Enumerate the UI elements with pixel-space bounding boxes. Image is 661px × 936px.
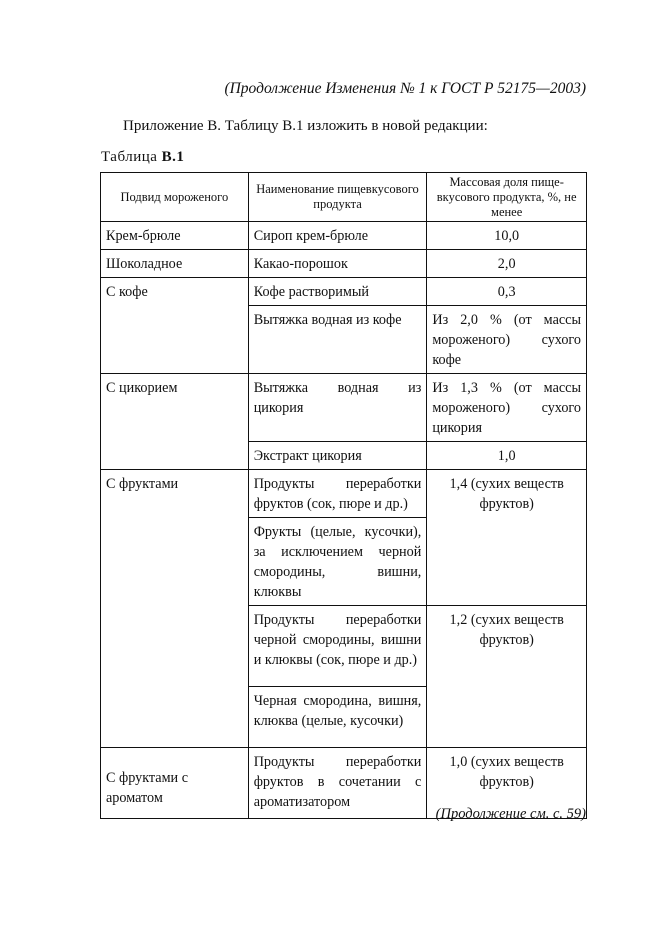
table-row — [101, 470, 587, 518]
cell-share: 10,0 — [427, 222, 587, 250]
cell-share: 2,0 — [427, 250, 587, 278]
cell-product: Кофе растворимый — [248, 278, 427, 306]
cell-product: Вытяжка водная из цикория — [248, 374, 427, 442]
table-row — [101, 250, 587, 278]
table-header-row — [101, 173, 587, 222]
header-product: Наименование пищевкусового продукта — [248, 173, 427, 222]
table-caption — [101, 149, 184, 166]
header-share: Массовая доля пищевкусового продукта, %, не менее — [427, 173, 587, 222]
cell-product: Экстракт цикория — [248, 442, 427, 470]
cell-share: 1,4 (сухих веществ фруктов) — [427, 470, 587, 606]
continuation-footer: (Продолжение см. с. 59) — [435, 806, 586, 822]
cell-share: Из 1,3 % (от массы мороженого) сухого цикория — [427, 374, 587, 442]
header-kind: Подвид мороженого — [101, 173, 249, 222]
table-row — [101, 222, 587, 250]
caption-prefix: Таблица — [101, 149, 162, 165]
cell-share: 1,2 (сухих веществ фруктов) — [427, 606, 587, 748]
cell-share: 1,0 — [427, 442, 587, 470]
cell-kind: Крем-брюле — [101, 222, 249, 250]
cell-share: Из 2,0 % (от массы мороженого) сухого кофе — [427, 306, 587, 374]
cell-product: Сироп крем-брюле — [248, 222, 427, 250]
intro-text: Приложение В. Таблицу В.1 изложить в новой редакции: — [123, 118, 488, 134]
cell-product: Продукты переработки фруктов в сочетании с ароматизатором — [248, 748, 427, 819]
cell-product: Фрукты (целые, кусочки), за исключением черной смородины, вишни, клюквы — [248, 518, 427, 606]
caption-number: В.1 — [161, 149, 185, 165]
cell-product: Продукты переработки черной смородины, вишни и клюквы (сок, пюре и др.) — [248, 606, 427, 687]
table-row — [101, 374, 587, 442]
cell-kind: С цикорием — [101, 374, 249, 470]
cell-product: Какао-порошок — [248, 250, 427, 278]
cell-kind: С кофе — [101, 278, 249, 374]
cell-kind: Шоколадное — [101, 250, 249, 278]
table-row — [101, 278, 587, 306]
cell-share: 1,0 (сухих веществ фруктов) — [427, 748, 587, 819]
cell-kind: С фруктами — [101, 470, 249, 748]
cell-product: Вытяжка водная из кофе — [248, 306, 427, 374]
cell-product: Черная смородина, вишня, клюква (целые, кусочки) — [248, 687, 427, 748]
cell-share: 0,3 — [427, 278, 587, 306]
cell-kind: С фруктами с ароматом — [101, 748, 249, 819]
continuation-header: (Продолжение Изменения № 1 к ГОСТ Р 52175—2003) — [224, 80, 586, 97]
table-b1 — [100, 172, 587, 819]
cell-product: Продукты переработки фруктов (сок, пюре и др.) — [248, 470, 427, 518]
